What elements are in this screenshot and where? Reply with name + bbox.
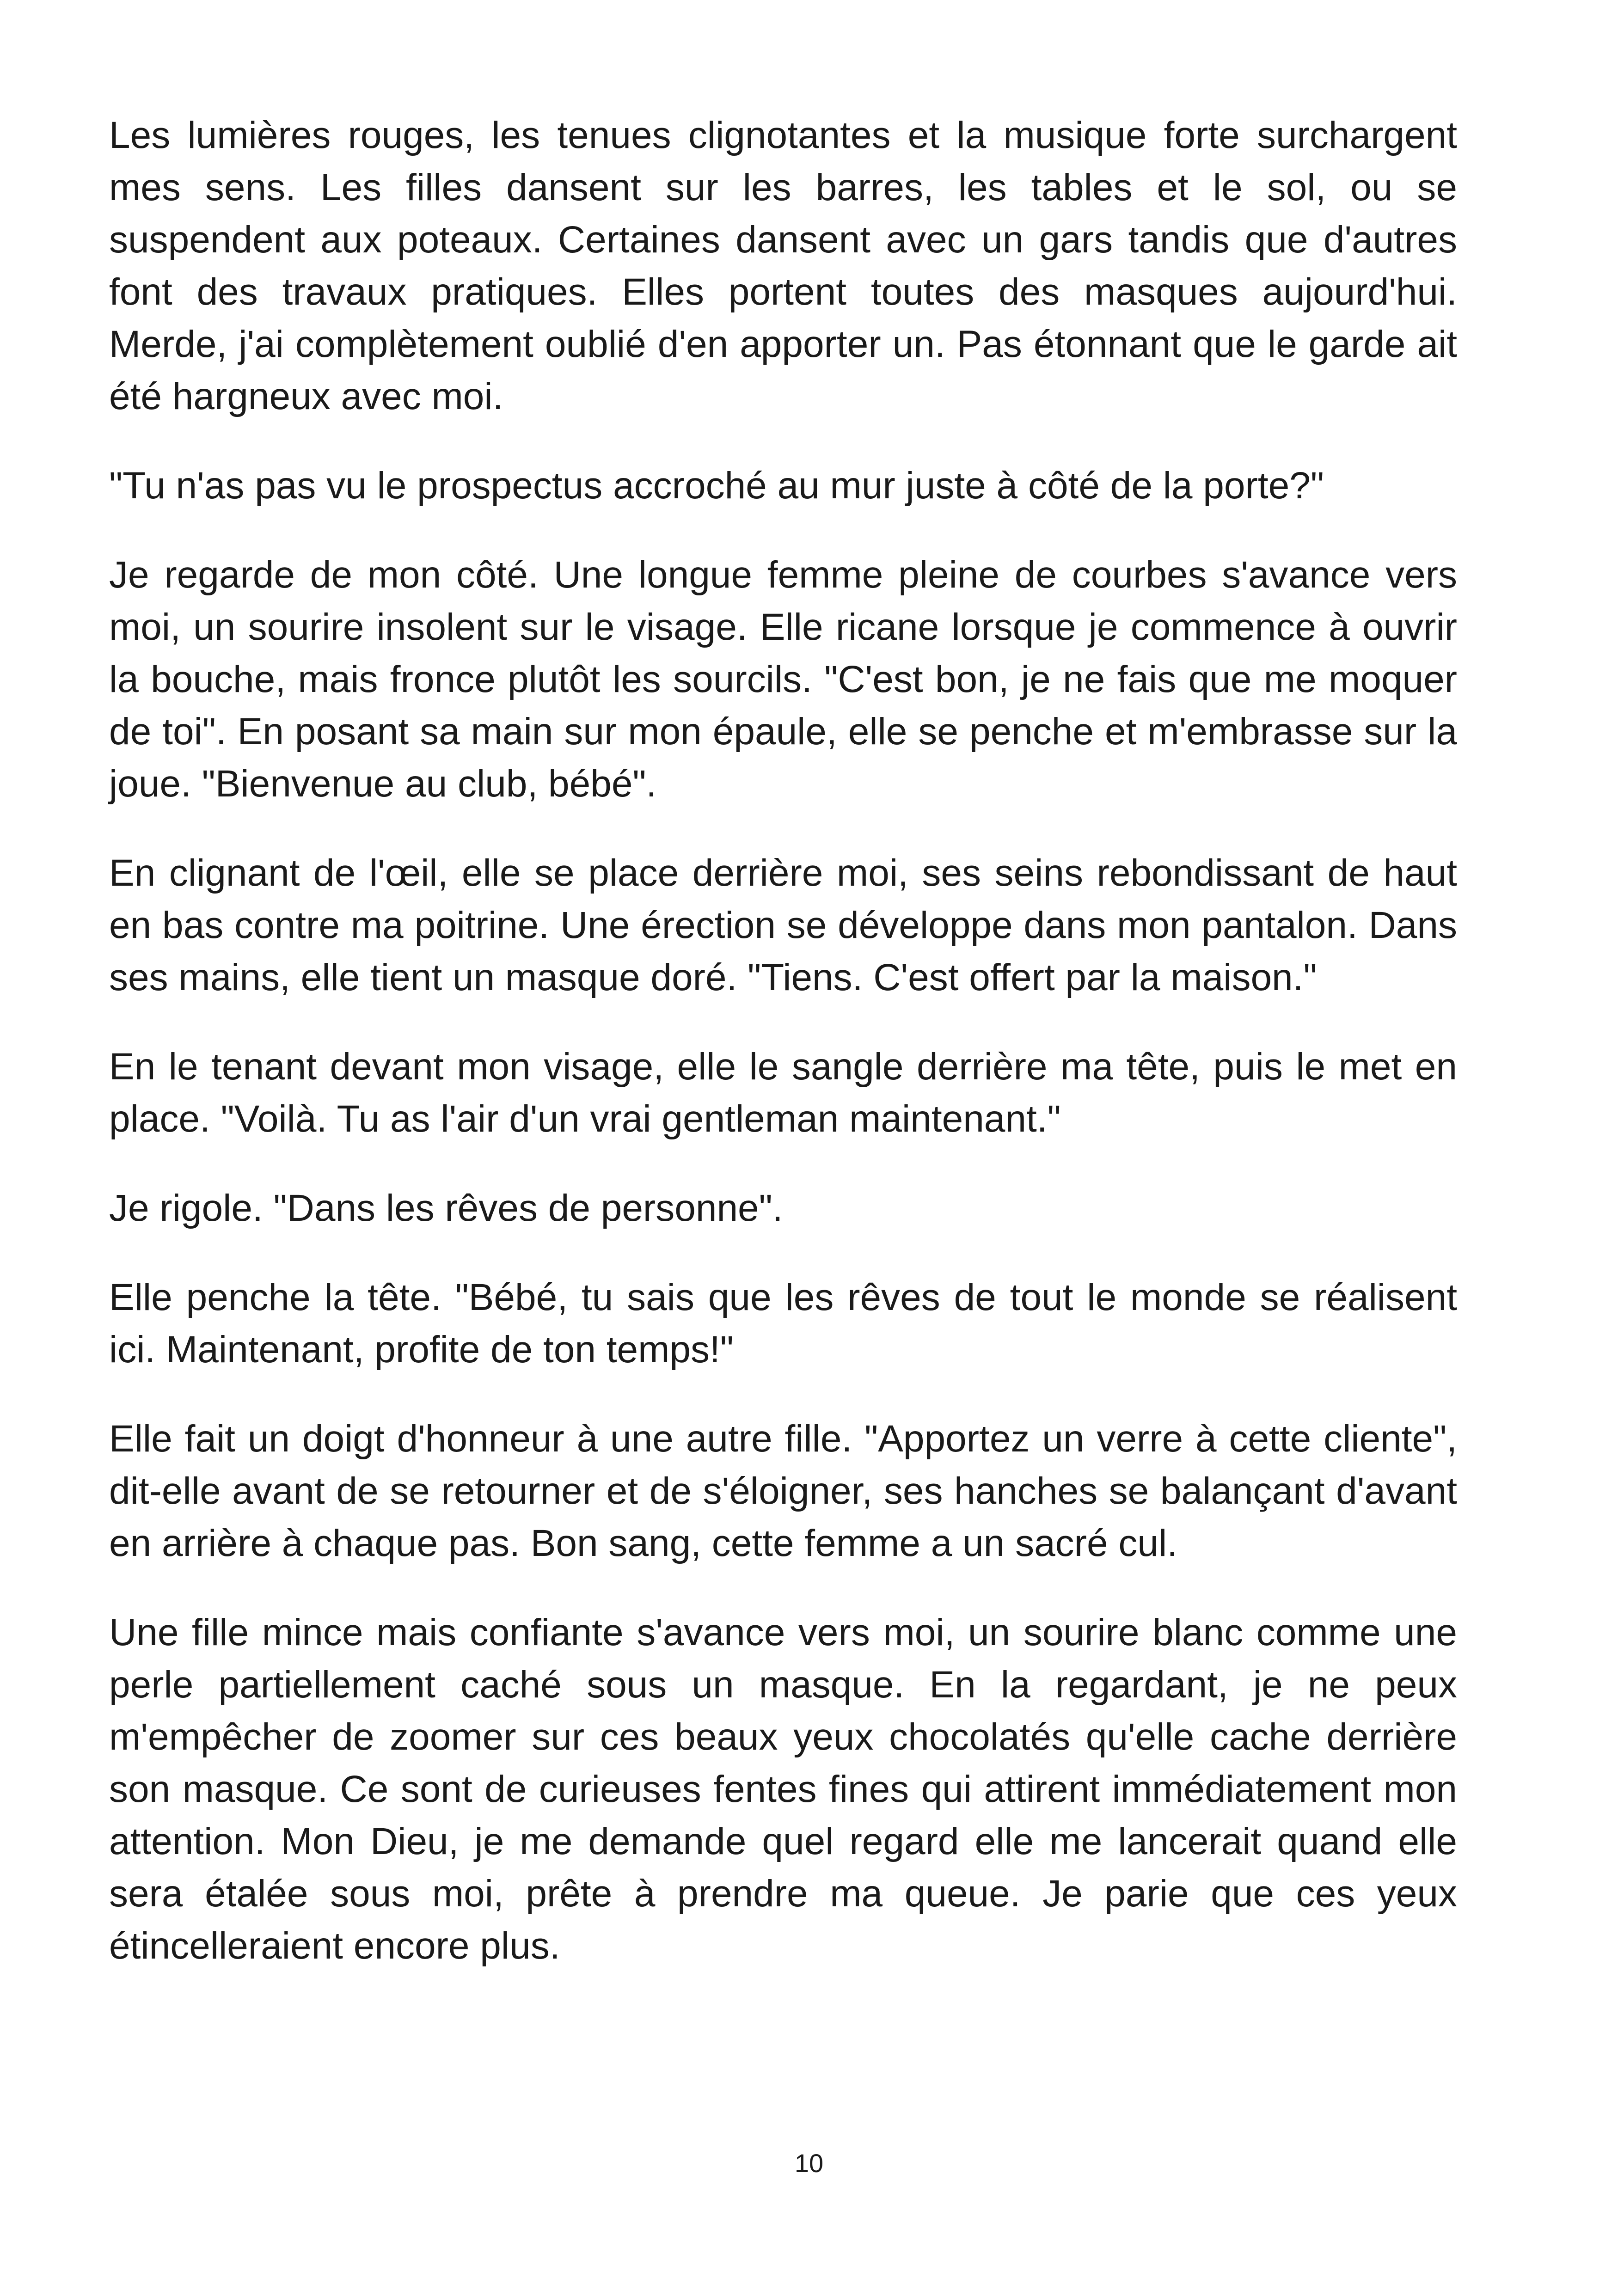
paragraph-5: En le tenant devant mon visage, elle le sangle derrière ma tête, puis le met en place. "Voilà. Tu as l'air d'un vrai gentleman maintenant."	[109, 1046, 1457, 1140]
body-text	[109, 109, 1457, 1972]
page-number: 10	[794, 2149, 824, 2178]
paragraph-3: Je regarde de mon côté. Une longue femme pleine de courbes s'avance vers moi, un sourire insolent sur le visage. Elle ricane lorsque je commence à ouvrir la bouche, mais fronce plutôt les sourcils. "C'est bon, je ne fais que me moquer de toi". En posant sa main sur mon épaule, elle se penche et m'embrasse sur la joue. "Bienvenue au club, bébé".	[109, 554, 1457, 805]
paragraph-1: Les lumières rouges, les tenues clignotantes et la musique forte surchargent mes sens. Les filles dansent sur les barres, les tables et le sol, ou se suspendent aux poteaux. Certaines dansent avec un gars tandis que d'autres font des travaux pratiques. Elles portent toutes des masques aujourd'hui. Merde, j'ai complètement oublié d'en apporter un. Pas étonnant que le garde ait été hargneux avec moi.	[109, 114, 1457, 417]
paragraph-4: En clignant de l'œil, elle se place derrière moi, ses seins rebondissant de haut en bas contre ma poitrine. Une érection se développe dans mon pantalon. Dans ses mains, elle tient un masque doré. "Tiens. C'est offert par la maison."	[109, 852, 1457, 998]
paragraph-2: "Tu n'as pas vu le prospectus accroché au mur juste à côté de la porte?"	[109, 465, 1324, 507]
paragraph-7: Elle penche la tête. "Bébé, tu sais que les rêves de tout le monde se réalisent ici. Maintenant, profite de ton temps!"	[109, 1276, 1457, 1371]
paragraph-8: Elle fait un doigt d'honneur à une autre fille. "Apportez un verre à cette cliente", dit-elle avant de se retourner et de s'éloigner, ses hanches se balançant d'avant en arrière à chaque pas. Bon sang, cette femme a un sacré cul.	[109, 1418, 1457, 1564]
paragraph-6: Je rigole. "Dans les rêves de personne".	[109, 1187, 783, 1229]
paragraph-9: Une fille mince mais confiante s'avance vers moi, un sourire blanc comme une perle partiellement caché sous un masque. En la regardant, je ne peux m'empêcher de zoomer sur ces beaux yeux chocolatés qu'elle cache derrière son masque. Ce sont de curieuses fentes fines qui attirent immédiatement mon attention. Mon Dieu, je me demande quel regard elle me lancerait quand elle sera étalée sous moi, prête à prendre ma queue. Je parie que ces yeux étincelleraient encore plus.	[109, 1611, 1457, 1967]
